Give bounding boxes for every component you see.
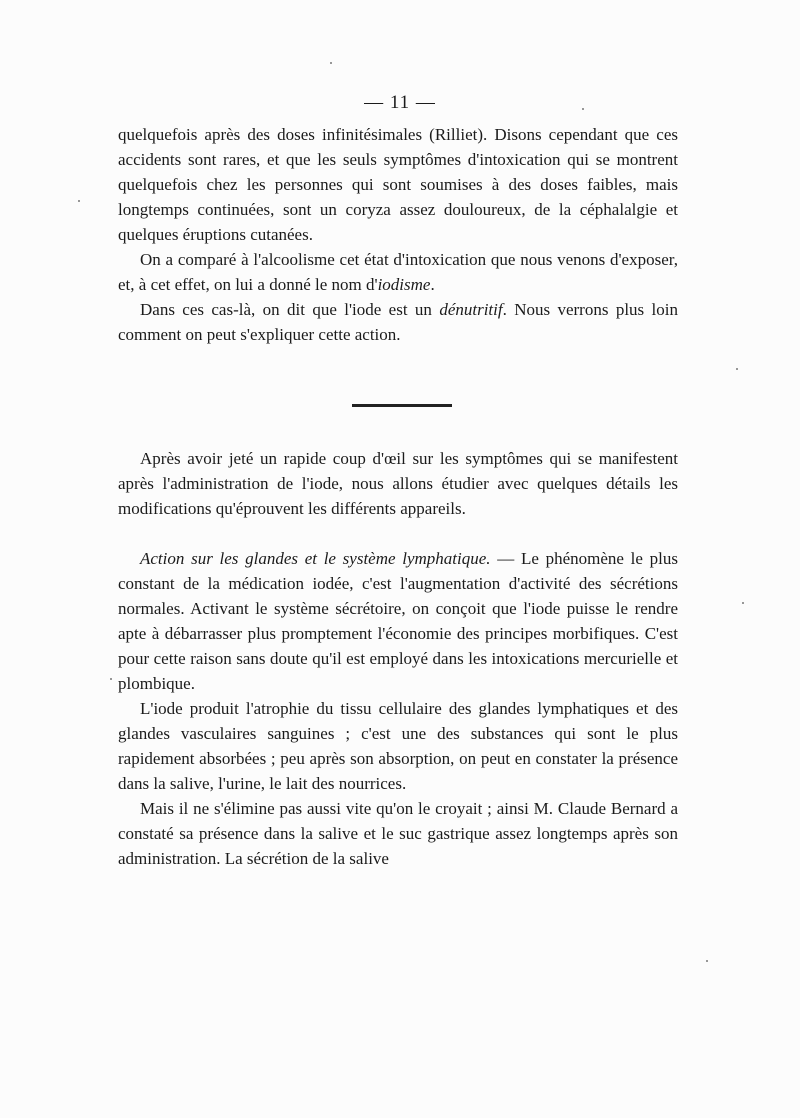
intro-section <box>118 122 678 347</box>
term-iodisme: iodisme <box>377 275 431 294</box>
section-divider <box>352 404 452 407</box>
paragraph-overview: Après avoir jeté un rapide coup d'œil sur les symptômes qui se manifestent après l'administration de l'iode, nous allons étudier avec quelques détails les modifications qu'éprouvent les différents appareils. <box>118 449 678 518</box>
paragraph-iodisme-end: . <box>430 275 435 294</box>
paragraph-atrophie: L'iode produit l'atrophie du tissu cellulaire des glandes lymphatiques et des glandes vasculaires sanguines ; c'est une des substances qui sont le plus rapidement absorbées ; peu après son absorption, on peut en constater la présence dans la salive, l'urine, le lait des nourrices. <box>118 699 678 793</box>
section-heading-glandes: Action sur les glandes et le système lymphatique. <box>140 549 491 568</box>
paragraph-denutritif-text: Dans ces cas-là, on dit que l'iode est un <box>140 300 440 319</box>
paragraph-intoxication-symptoms: quelquefois après des doses infinitésimales (Rilliet). Disons cependant que ces accidents sont rares, et que les seuls symptômes d'intoxication qui se montrent quelquefois chez les personnes qui sont soumises à des doses faibles, mais longtemps continuées, sont un coryza assez douloureux, de la céphalalgie et quelques éruptions cutanées. <box>118 125 678 244</box>
paragraph-elimination: Mais il ne s'élimine pas aussi vite qu'on le croyait ; ainsi M. Claude Bernard a constaté sa présence dans la salive et le suc gastrique assez longtemps après son administration. La sécrétion de la salive <box>118 799 678 868</box>
paragraph-iodisme-text: On a comparé à l'alcoolisme cet état d'intoxication que nous venons d'exposer, et, à cet effet, on lui a donné le nom d' <box>118 250 678 294</box>
paragraph-denutritif-end: . Nous verrons plus loin comment on peut s'expliquer cette action. <box>118 300 678 344</box>
page-number: — 11 — <box>364 92 436 113</box>
body-section <box>118 446 678 871</box>
paragraph-iodisme <box>118 247 678 297</box>
paragraph-denutritif <box>118 297 678 347</box>
term-denutritif: dénutritif <box>439 300 503 319</box>
paragraph-glandes <box>118 546 678 696</box>
paragraph-glandes-text: — Le phénomène le plus constant de la médication iodée, c'est l'augmentation d'activité des sécrétions normales. Activant le système sécrétoire, on conçoit que l'iode puisse le rendre apte à débarrasser plus promptement l'économie des principes morbifiques. C'est pour cette raison sans doute qu'il est employé dans les intoxications mercurielle et plombique. <box>118 549 678 693</box>
